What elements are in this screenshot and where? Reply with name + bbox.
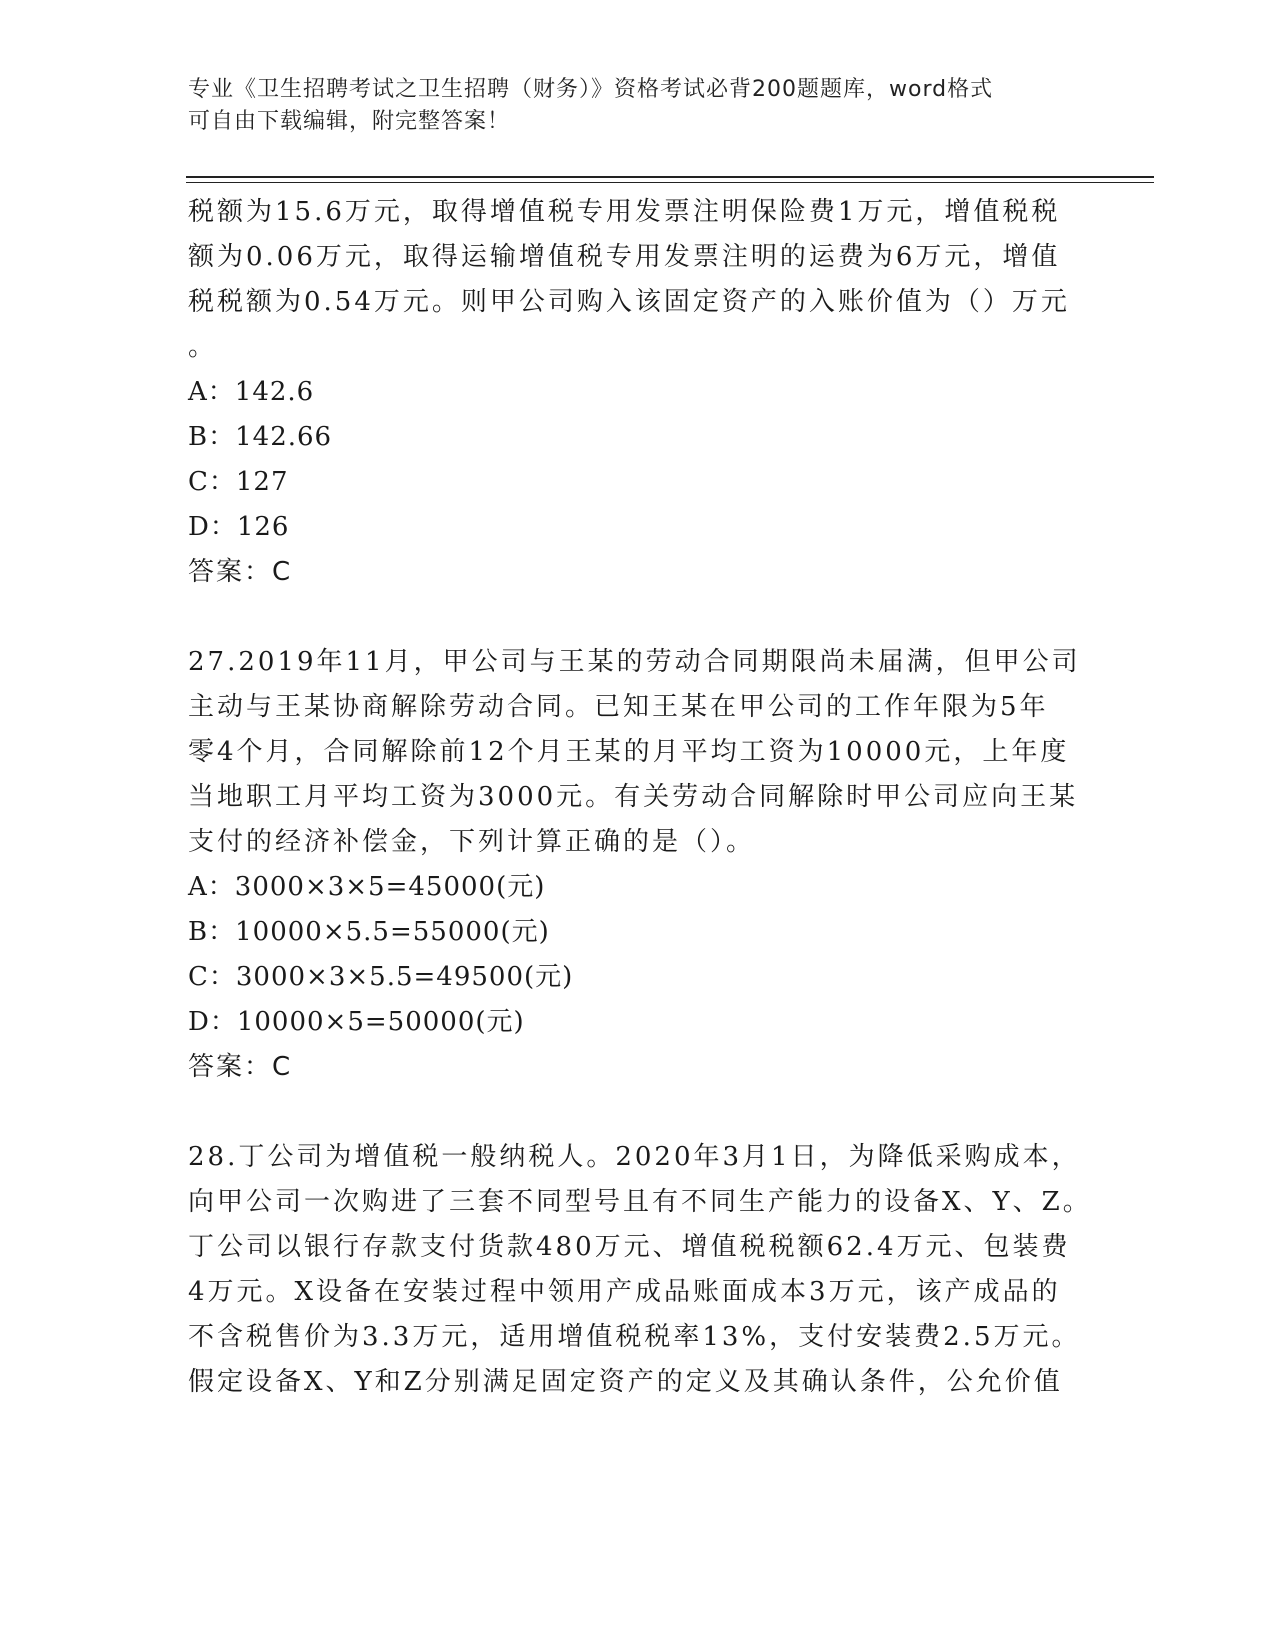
question-text-line: 额为0.06万元，取得运输增值税专用发票注明的运费为6万元，增值 <box>188 242 1061 272</box>
header-divider-thin <box>186 182 1154 183</box>
answer-line: 答案：C <box>188 557 293 587</box>
option-a: A：3000×3×5=45000(元) <box>188 872 546 902</box>
question-text-line: 税税额为0.54万元。则甲公司购入该固定资产的入账价值为（）万元 <box>188 287 1070 317</box>
option-b: B：142.66 <box>188 422 333 452</box>
answer-line: 答案：C <box>188 1052 293 1082</box>
question-27 <box>188 640 1088 1090</box>
option-c: C：127 <box>188 467 289 497</box>
question-text-line: 主动与王某协商解除劳动合同。已知王某在甲公司的工作年限为5年 <box>188 692 1049 722</box>
question-text-line: 27.2019年11月，甲公司与王某的劳动合同期限尚未届满，但甲公司 <box>188 647 1081 677</box>
option-a: A：142.6 <box>188 377 315 407</box>
question-text-line: 支付的经济补偿金，下列计算正确的是（）。 <box>188 827 756 857</box>
document-body <box>188 190 1092 1405</box>
question-text-line: 。 <box>188 332 218 362</box>
option-b: B：10000×5.5=55000(元) <box>188 917 550 947</box>
question-text-line: 零4个月，合同解除前12个月王某的月平均工资为10000元，上年度 <box>188 737 1070 767</box>
question-text-line: 向甲公司一次购进了三套不同型号且有不同生产能力的设备X、Y、Z。 <box>188 1187 1092 1217</box>
question-text-line: 不含税售价为3.3万元，适用增值税税率13%，支付安装费2.5万元。 <box>188 1322 1081 1352</box>
question-28 <box>188 1135 1092 1405</box>
question-text-line: 当地职工月平均工资为3000元。有关劳动合同解除时甲公司应向王某 <box>188 782 1079 812</box>
question-text-line: 丁公司以银行存款支付货款480万元、增值税税额62.4万元、包装费 <box>188 1232 1071 1262</box>
question-spacer <box>188 595 1088 640</box>
option-c: C：3000×3×5.5=49500(元) <box>188 962 574 992</box>
question-text-line: 4万元。X设备在安装过程中领用产成品账面成本3万元，该产成品的 <box>188 1277 1061 1307</box>
header-title-line-1: 专业《卫生招聘考试之卫生招聘（财务）》资格考试必背200题题库，word格式 <box>188 77 994 102</box>
header-divider-thick <box>186 176 1154 178</box>
option-d: D：126 <box>188 512 290 542</box>
header-title-line-2: 可自由下载编辑，附完整答案！ <box>188 109 511 134</box>
question-text-line: 税额为15.6万元，取得增值税专用发票注明保险费1万元，增值税税 <box>188 197 1061 227</box>
option-d: D：10000×5=50000(元) <box>188 1007 525 1037</box>
page-header <box>188 74 1068 138</box>
question-text-line: 28.丁公司为增值税一般纳税人。2020年3月1日，为降低采购成本， <box>188 1142 1081 1172</box>
question-text-line: 假定设备X、Y和Z分别满足固定资产的定义及其确认条件，公允价值 <box>188 1367 1063 1397</box>
question-spacer <box>188 1090 1088 1135</box>
question-26 <box>188 190 1088 595</box>
